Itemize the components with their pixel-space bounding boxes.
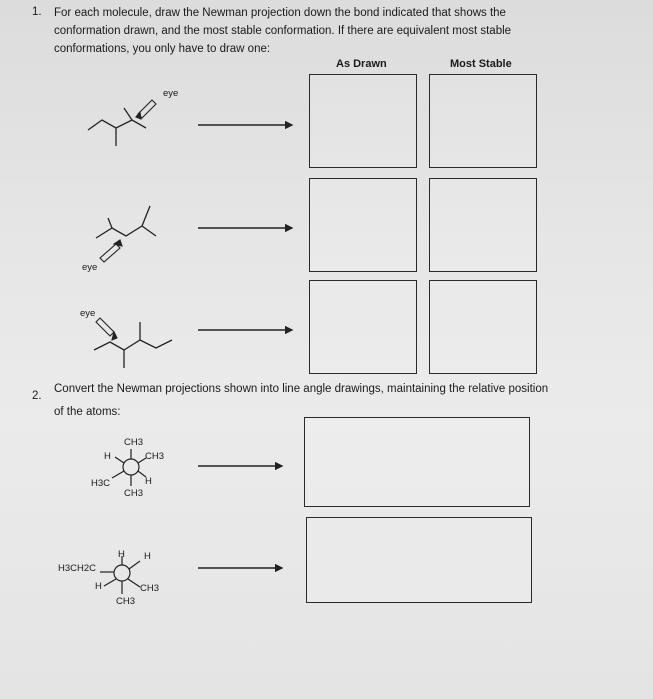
molecule-2-skeletal [96,206,156,238]
molecule-3-skeletal [94,322,172,368]
q1-line2: conformation drawn, and the most stable conformation. If there are equivalent most stable [54,25,512,37]
q1-line1: For each molecule, draw the Newman projection down the bond indicated that shows the [54,7,506,19]
q2-line2: of the atoms: [54,406,121,418]
newman-projection-1 [112,449,146,486]
n1-top: CH3 [124,437,144,448]
n2-left: H3CH2C [58,563,97,574]
eye-arrow-3 [96,318,117,340]
q1-number: 1. [32,6,42,18]
n2-upper-left-top: H [118,549,125,560]
eye-arrow-1 [136,100,156,119]
eye-arrow-2 [100,240,122,262]
n2-bottom: CH3 [116,596,136,607]
n1-upper-left: H [104,451,111,462]
n1-lower-left: H3C [91,478,111,489]
eye-label-1: eye [163,88,179,99]
n2-lower-right: CH3 [140,583,160,594]
n2-upper-right: H [144,551,151,562]
n2-lower-left: H [95,581,102,592]
q2-number: 2. [32,390,42,402]
q2-line1: Convert the Newman projections shown into line angle drawings, maintaining the relative position [54,383,549,395]
n1-upper-right: CH3 [145,451,165,462]
molecule-1-skeletal [88,108,146,146]
newman-projection-2 [100,556,140,594]
n1-lower-right: H [145,476,152,487]
col-as-drawn: As Drawn [336,58,387,70]
q1-line3: conformations, you only have to draw one: [54,43,271,55]
col-most-stable: Most Stable [450,58,512,70]
eye-label-3: eye [80,308,96,319]
eye-label-2: eye [82,262,98,273]
n1-bottom: CH3 [124,488,144,499]
